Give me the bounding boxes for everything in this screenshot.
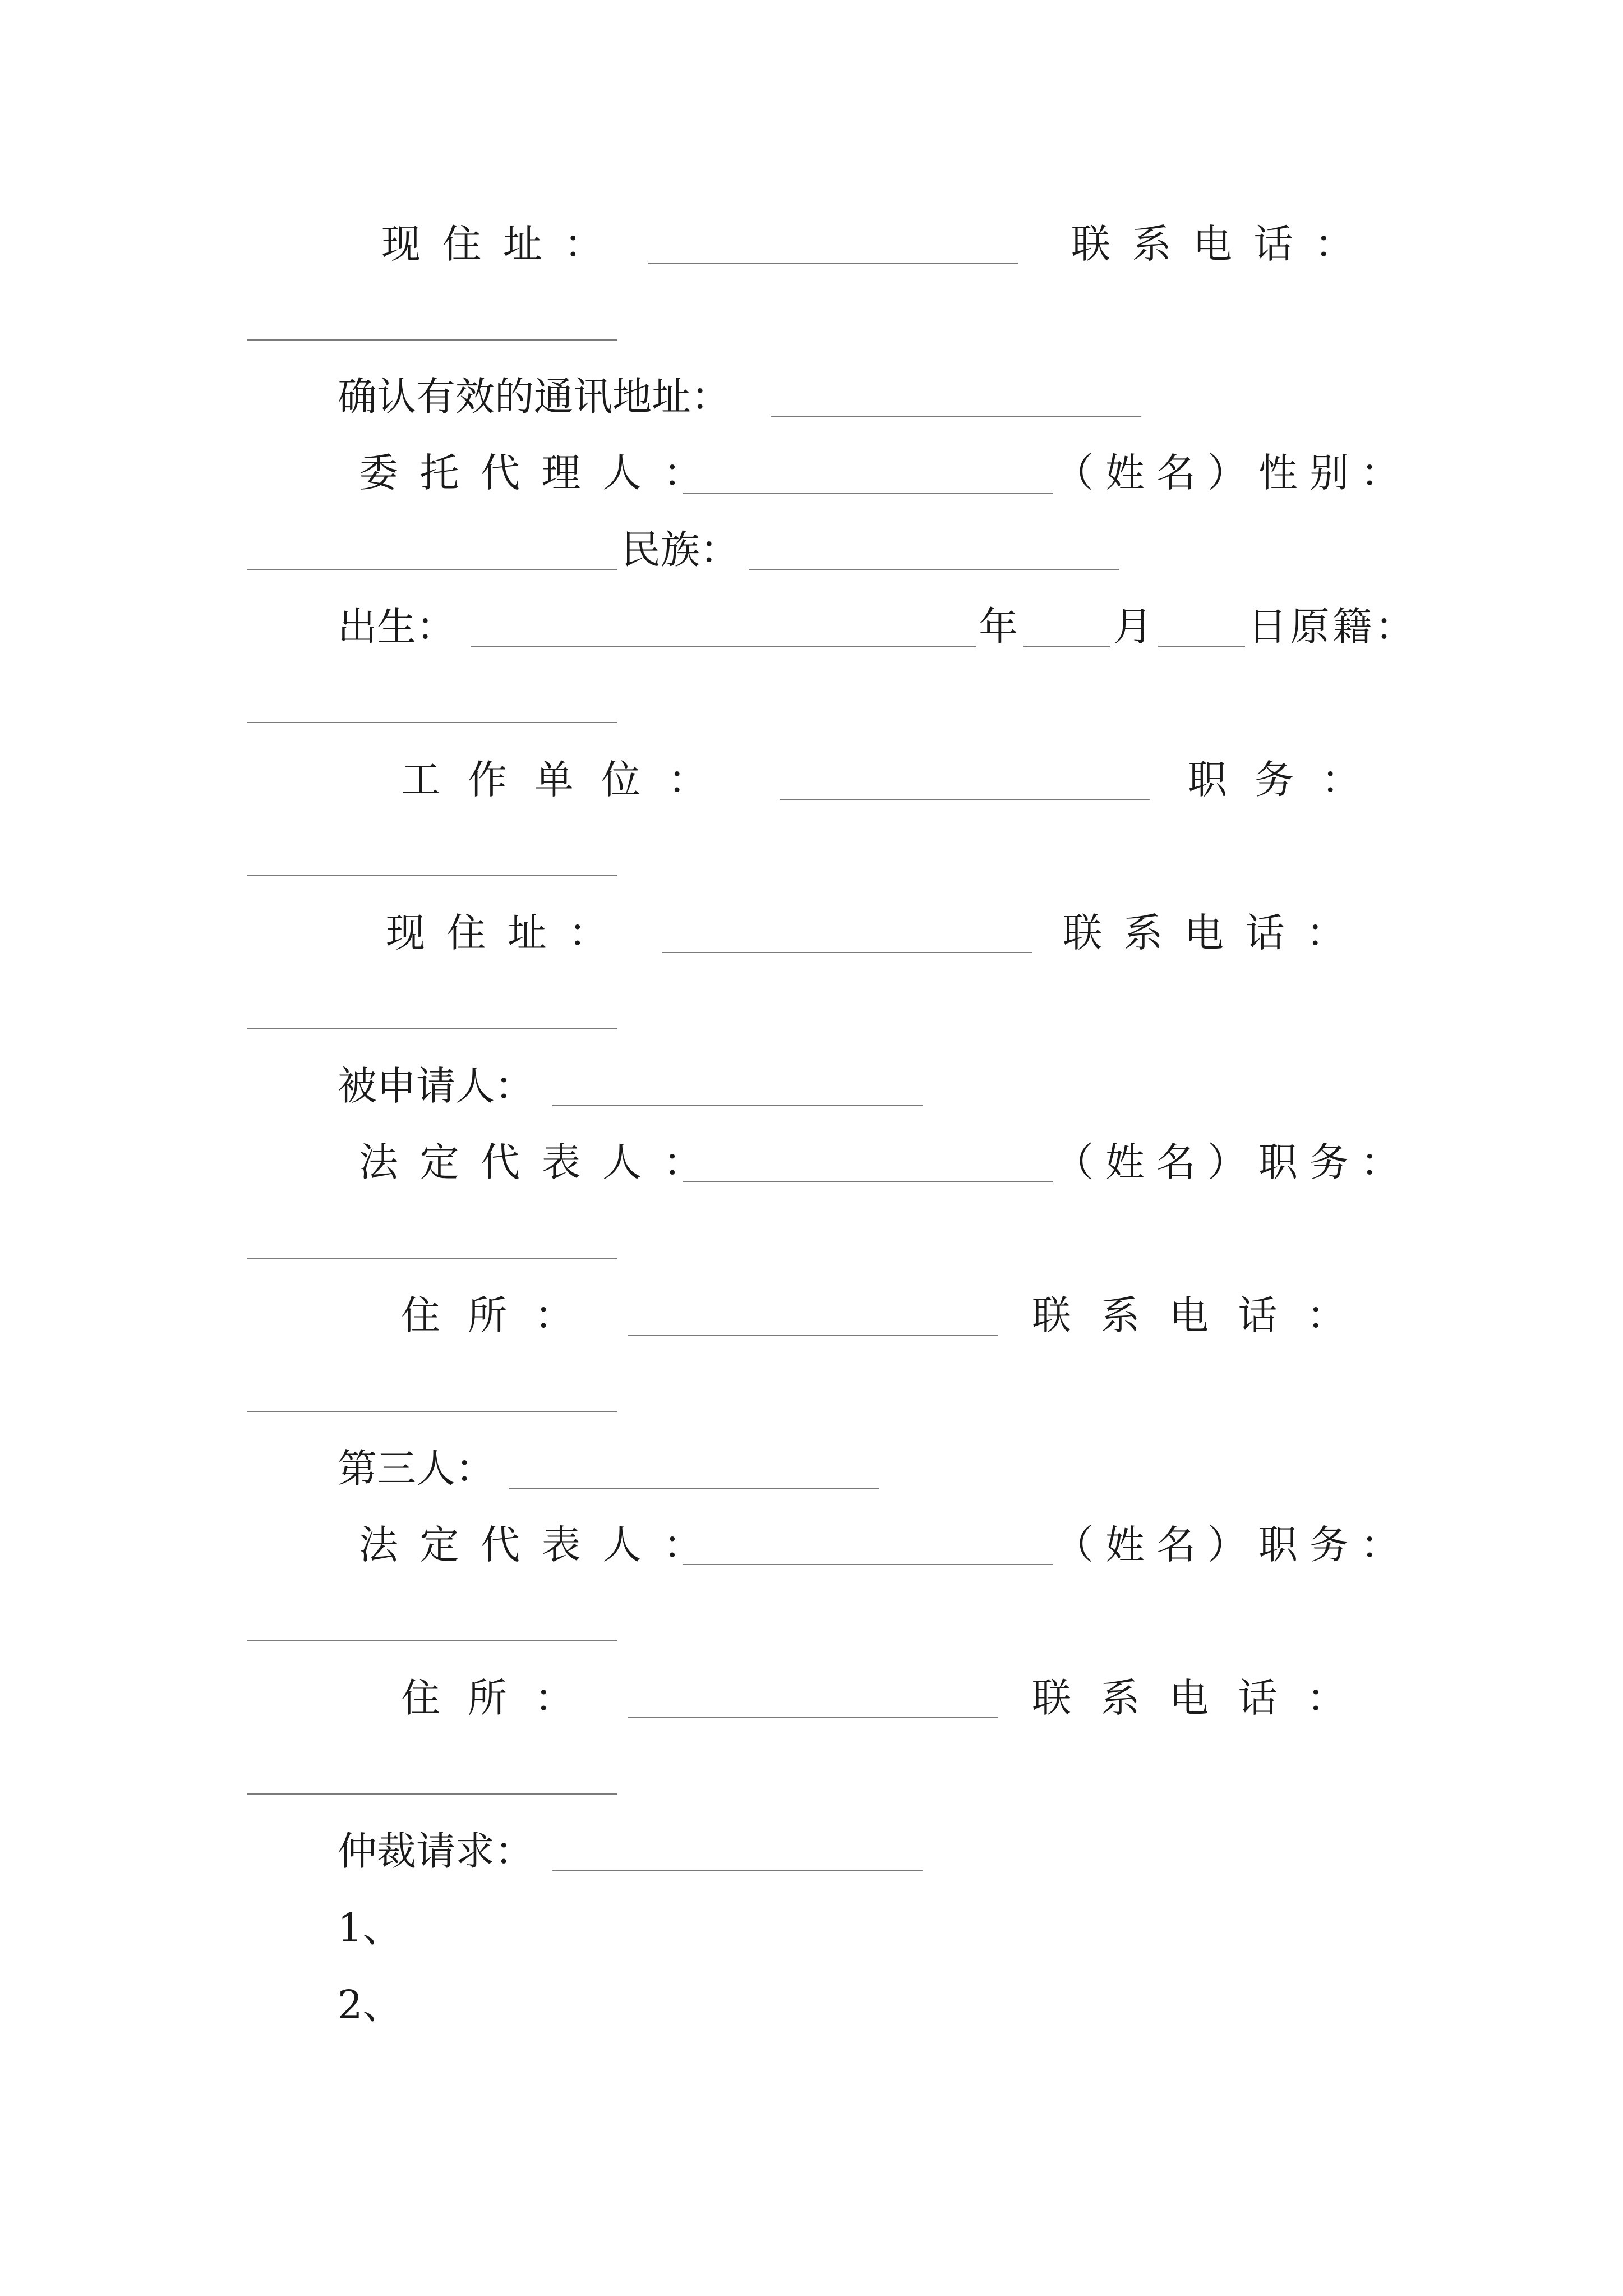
third-party-blank[interactable] — [509, 1488, 879, 1489]
gender-blank[interactable] — [247, 569, 617, 570]
current-address-blank-2[interactable] — [662, 952, 1032, 953]
contact-address-blank[interactable] — [771, 416, 1141, 417]
current-address-label: 现住址： — [381, 221, 625, 267]
phone-blank-4[interactable] — [247, 1793, 617, 1795]
position-blank[interactable] — [247, 875, 617, 876]
arbitration-claims-label: 仲裁请求： — [338, 1828, 534, 1874]
origin-blank[interactable] — [247, 722, 617, 723]
respondent-label: 被申请人： — [338, 1063, 534, 1109]
ethnicity-blank[interactable] — [749, 569, 1119, 570]
work-unit-blank[interactable] — [780, 799, 1150, 800]
contact-address-label: 确认有效的通讯地址： — [338, 374, 730, 420]
phone-label-4: 联系电话： — [1032, 1675, 1376, 1721]
legal-rep-position-blank[interactable] — [247, 1258, 617, 1259]
arbitration-claims-blank[interactable] — [552, 1870, 923, 1871]
phone-blank[interactable] — [247, 339, 617, 341]
domicile-blank[interactable] — [628, 1335, 998, 1336]
name-gender-label: （姓名）性别： — [1054, 450, 1412, 496]
third-party-label: 第三人： — [338, 1446, 495, 1492]
claim-item-1: 1、 — [338, 1905, 402, 1951]
phone-label-2: 联系电话： — [1063, 910, 1367, 956]
legal-rep-position-blank-2[interactable] — [247, 1640, 617, 1641]
day-origin-label: 日原籍： — [1248, 604, 1418, 650]
domicile-blank-2[interactable] — [628, 1717, 998, 1718]
name-position-label-2: （姓名）职务： — [1054, 1522, 1412, 1568]
legal-rep-name-blank-2[interactable] — [683, 1564, 1053, 1565]
birth-year-blank[interactable] — [471, 646, 976, 647]
name-position-label: （姓名）职务： — [1054, 1139, 1412, 1185]
domicile-label-2: 住所： — [401, 1675, 601, 1721]
ethnicity-label: 民族： — [621, 527, 739, 573]
phone-label: 联系电话： — [1071, 221, 1376, 267]
legal-rep-name-blank[interactable] — [683, 1181, 1053, 1182]
respondent-blank[interactable] — [552, 1105, 923, 1106]
birth-label: 出生： — [338, 604, 455, 650]
year-label: 年 — [979, 604, 1018, 650]
current-address-blank[interactable] — [648, 263, 1018, 264]
claim-item-2: 2、 — [338, 1982, 402, 2028]
agent-name-blank[interactable] — [683, 493, 1053, 494]
phone-blank-3[interactable] — [247, 1411, 617, 1412]
current-address-label-2: 现住址： — [386, 910, 629, 956]
birth-month-blank[interactable] — [1023, 646, 1110, 647]
legal-rep-label-2: 法定代表人： — [359, 1522, 724, 1568]
position-label: 职务： — [1188, 757, 1388, 803]
birth-day-blank[interactable] — [1158, 646, 1245, 647]
domicile-label: 住所： — [401, 1292, 601, 1338]
phone-blank-2[interactable] — [247, 1028, 617, 1029]
month-label: 月 — [1113, 604, 1152, 650]
phone-label-3: 联系电话： — [1032, 1292, 1376, 1338]
legal-rep-label: 法定代表人： — [359, 1139, 724, 1185]
work-unit-label: 工作单位： — [401, 757, 735, 803]
agent-label: 委托代理人： — [359, 450, 724, 496]
